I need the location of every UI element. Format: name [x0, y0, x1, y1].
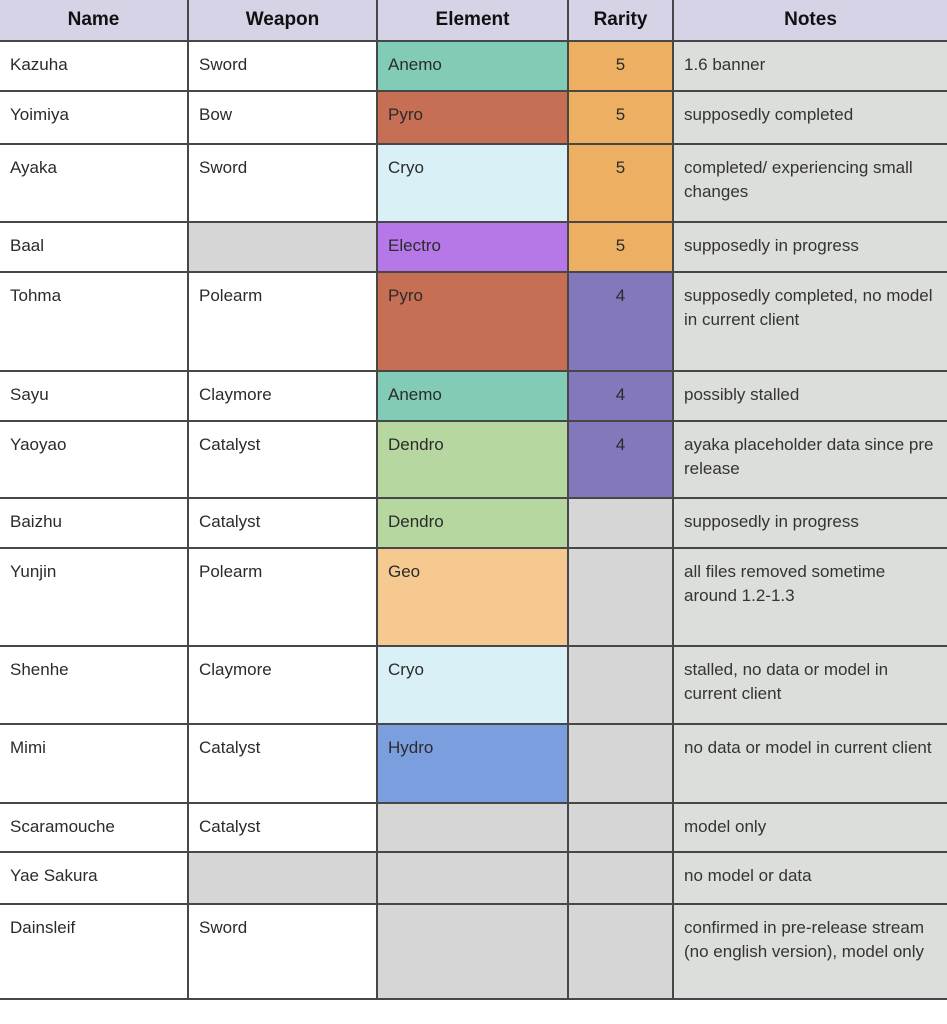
- notes-cell: model only: [673, 803, 947, 852]
- weapon-cell: Catalyst: [188, 498, 377, 548]
- notes-cell: stalled, no data or model in current client: [673, 646, 947, 724]
- element-cell: [377, 904, 568, 999]
- table-row: [0, 222, 947, 272]
- table-row: [0, 421, 947, 498]
- table-row: [0, 646, 947, 724]
- name-cell: Yae Sakura: [0, 852, 188, 904]
- rarity-cell: [568, 646, 673, 724]
- name-cell: Yoimiya: [0, 91, 188, 144]
- name-cell: Baizhu: [0, 498, 188, 548]
- rarity-cell: [568, 852, 673, 904]
- name-cell: Baal: [0, 222, 188, 272]
- weapon-cell: [188, 222, 377, 272]
- column-header-name: Name: [0, 0, 188, 41]
- notes-cell: supposedly in progress: [673, 498, 947, 548]
- table-row: [0, 41, 947, 91]
- name-cell: Dainsleif: [0, 904, 188, 999]
- name-cell: Ayaka: [0, 144, 188, 222]
- rarity-cell: [568, 803, 673, 852]
- rarity-cell: 5: [568, 222, 673, 272]
- notes-cell: ayaka placeholder data since pre release: [673, 421, 947, 498]
- name-cell: Mimi: [0, 724, 188, 803]
- weapon-cell: Catalyst: [188, 803, 377, 852]
- element-cell: Pyro: [377, 272, 568, 371]
- name-cell: Yaoyao: [0, 421, 188, 498]
- weapon-cell: Claymore: [188, 646, 377, 724]
- notes-cell: supposedly in progress: [673, 222, 947, 272]
- element-cell: Dendro: [377, 498, 568, 548]
- weapon-cell: Polearm: [188, 548, 377, 646]
- name-cell: Kazuha: [0, 41, 188, 91]
- name-cell: Tohma: [0, 272, 188, 371]
- name-cell: Scaramouche: [0, 803, 188, 852]
- table-row: [0, 548, 947, 646]
- element-cell: Pyro: [377, 91, 568, 144]
- column-header-element: Element: [377, 0, 568, 41]
- table-row: [0, 91, 947, 144]
- table-row: [0, 144, 947, 222]
- rarity-cell: 5: [568, 91, 673, 144]
- weapon-cell: Claymore: [188, 371, 377, 421]
- element-cell: Dendro: [377, 421, 568, 498]
- header-row: [0, 0, 947, 41]
- table-row: [0, 904, 947, 999]
- notes-cell: all files removed sometime around 1.2-1.3: [673, 548, 947, 646]
- rarity-cell: 5: [568, 41, 673, 91]
- weapon-cell: Bow: [188, 91, 377, 144]
- column-header-rarity: Rarity: [568, 0, 673, 41]
- notes-cell: no data or model in current client: [673, 724, 947, 803]
- name-cell: Yunjin: [0, 548, 188, 646]
- notes-cell: supposedly completed, no model in current client: [673, 272, 947, 371]
- table-row: [0, 724, 947, 803]
- table-row: [0, 803, 947, 852]
- element-cell: Electro: [377, 222, 568, 272]
- rarity-cell: 4: [568, 421, 673, 498]
- element-cell: Hydro: [377, 724, 568, 803]
- name-cell: Sayu: [0, 371, 188, 421]
- rarity-cell: 4: [568, 371, 673, 421]
- element-cell: Cryo: [377, 144, 568, 222]
- rarity-cell: [568, 548, 673, 646]
- rarity-cell: [568, 498, 673, 548]
- table-header: [0, 0, 947, 41]
- table-row: [0, 498, 947, 548]
- notes-cell: confirmed in pre-release stream (no english version), model only: [673, 904, 947, 999]
- table-row: [0, 371, 947, 421]
- weapon-cell: Catalyst: [188, 421, 377, 498]
- weapon-cell: Sword: [188, 41, 377, 91]
- notes-cell: no model or data: [673, 852, 947, 904]
- weapon-cell: Sword: [188, 144, 377, 222]
- table-body: [0, 41, 947, 999]
- element-cell: Cryo: [377, 646, 568, 724]
- table-row: [0, 272, 947, 371]
- weapon-cell: Catalyst: [188, 724, 377, 803]
- weapon-cell: Polearm: [188, 272, 377, 371]
- notes-cell: possibly stalled: [673, 371, 947, 421]
- weapon-cell: Sword: [188, 904, 377, 999]
- rarity-cell: 5: [568, 144, 673, 222]
- column-header-weapon: Weapon: [188, 0, 377, 41]
- rarity-cell: 4: [568, 272, 673, 371]
- weapon-cell: [188, 852, 377, 904]
- rarity-cell: [568, 724, 673, 803]
- element-cell: Geo: [377, 548, 568, 646]
- table-row: [0, 852, 947, 904]
- rarity-cell: [568, 904, 673, 999]
- notes-cell: 1.6 banner: [673, 41, 947, 91]
- element-cell: [377, 803, 568, 852]
- element-cell: Anemo: [377, 371, 568, 421]
- notes-cell: supposedly completed: [673, 91, 947, 144]
- name-cell: Shenhe: [0, 646, 188, 724]
- element-cell: [377, 852, 568, 904]
- element-cell: Anemo: [377, 41, 568, 91]
- column-header-notes: Notes: [673, 0, 947, 41]
- notes-cell: completed/ experiencing small changes: [673, 144, 947, 222]
